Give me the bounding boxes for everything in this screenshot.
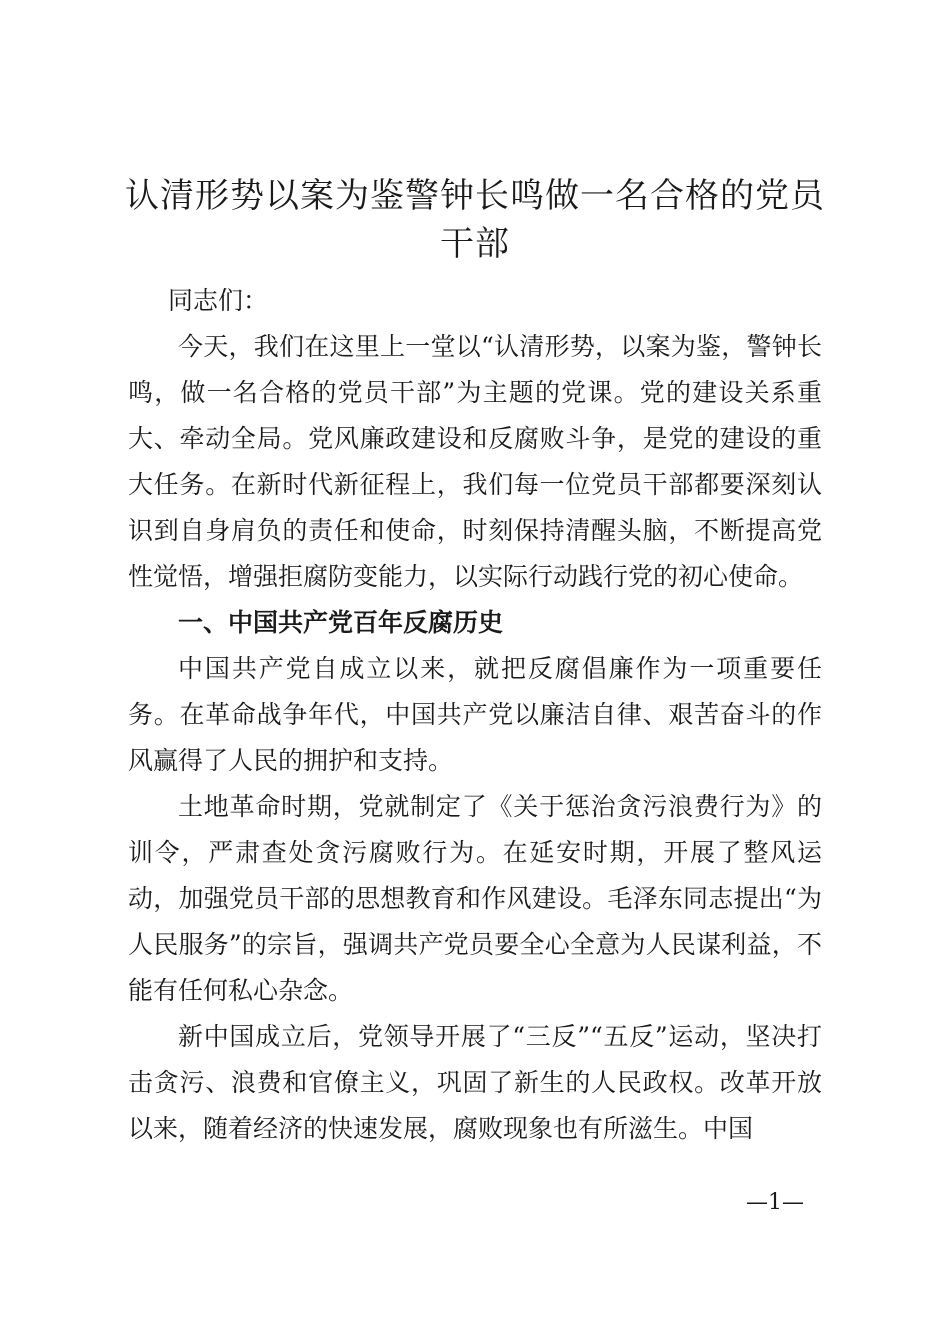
paragraph: 中国共产党自成立以来，就把反腐倡廉作为一项重要任务。在革命战争年代，中国共产党以廉洁自律、艰苦奋斗的作风赢得了人民的拥护和支持。: [128, 654, 822, 775]
section-heading: 一、中国共产党百年反腐历史: [178, 608, 504, 637]
paragraph: 土地革命时期，党就制定了《关于惩治贪污浪费行为》的训令，严肃查处贪污腐败行为。在延安时期，开展了整风运动，加强党员干部的思想教育和作风建设。毛泽东同志提出“为人民服务”的宗旨，强调共产党员要全心全意为人民谋利益，不能有任何私心杂念。: [128, 792, 822, 1005]
paragraph: 新中国成立后，党领导开展了“三反”“五反”运动，坚决打击贪污、浪费和官僚主义，巩固了新生的人民政权。改革开放以来，随着经济的快速发展，腐败现象也有所滋生。中国: [128, 1022, 822, 1143]
document-title: 认清形势以案为鉴警钟长鸣做一名合格的党员干部: [125, 176, 825, 264]
intro-paragraph: 今天，我们在这里上一堂以“认清形势，以案为鉴，警钟长鸣，做一名合格的党员干部”为主题的党课。党的建设关系重大、牵动全局。党风廉政建设和反腐败斗争，是党的建设的重大任务。在新时代新征程上，我们每一位党员干部都要深刻认识到自身肩负的责任和使命，时刻保持清醒头脑，不断提高党性觉悟，增强拒腐防变能力，以实际行动践行党的初心使命。: [128, 332, 822, 591]
document-body: [128, 278, 822, 1152]
salutation: 同志们：: [168, 286, 269, 315]
page-number: —1—: [746, 1190, 804, 1215]
